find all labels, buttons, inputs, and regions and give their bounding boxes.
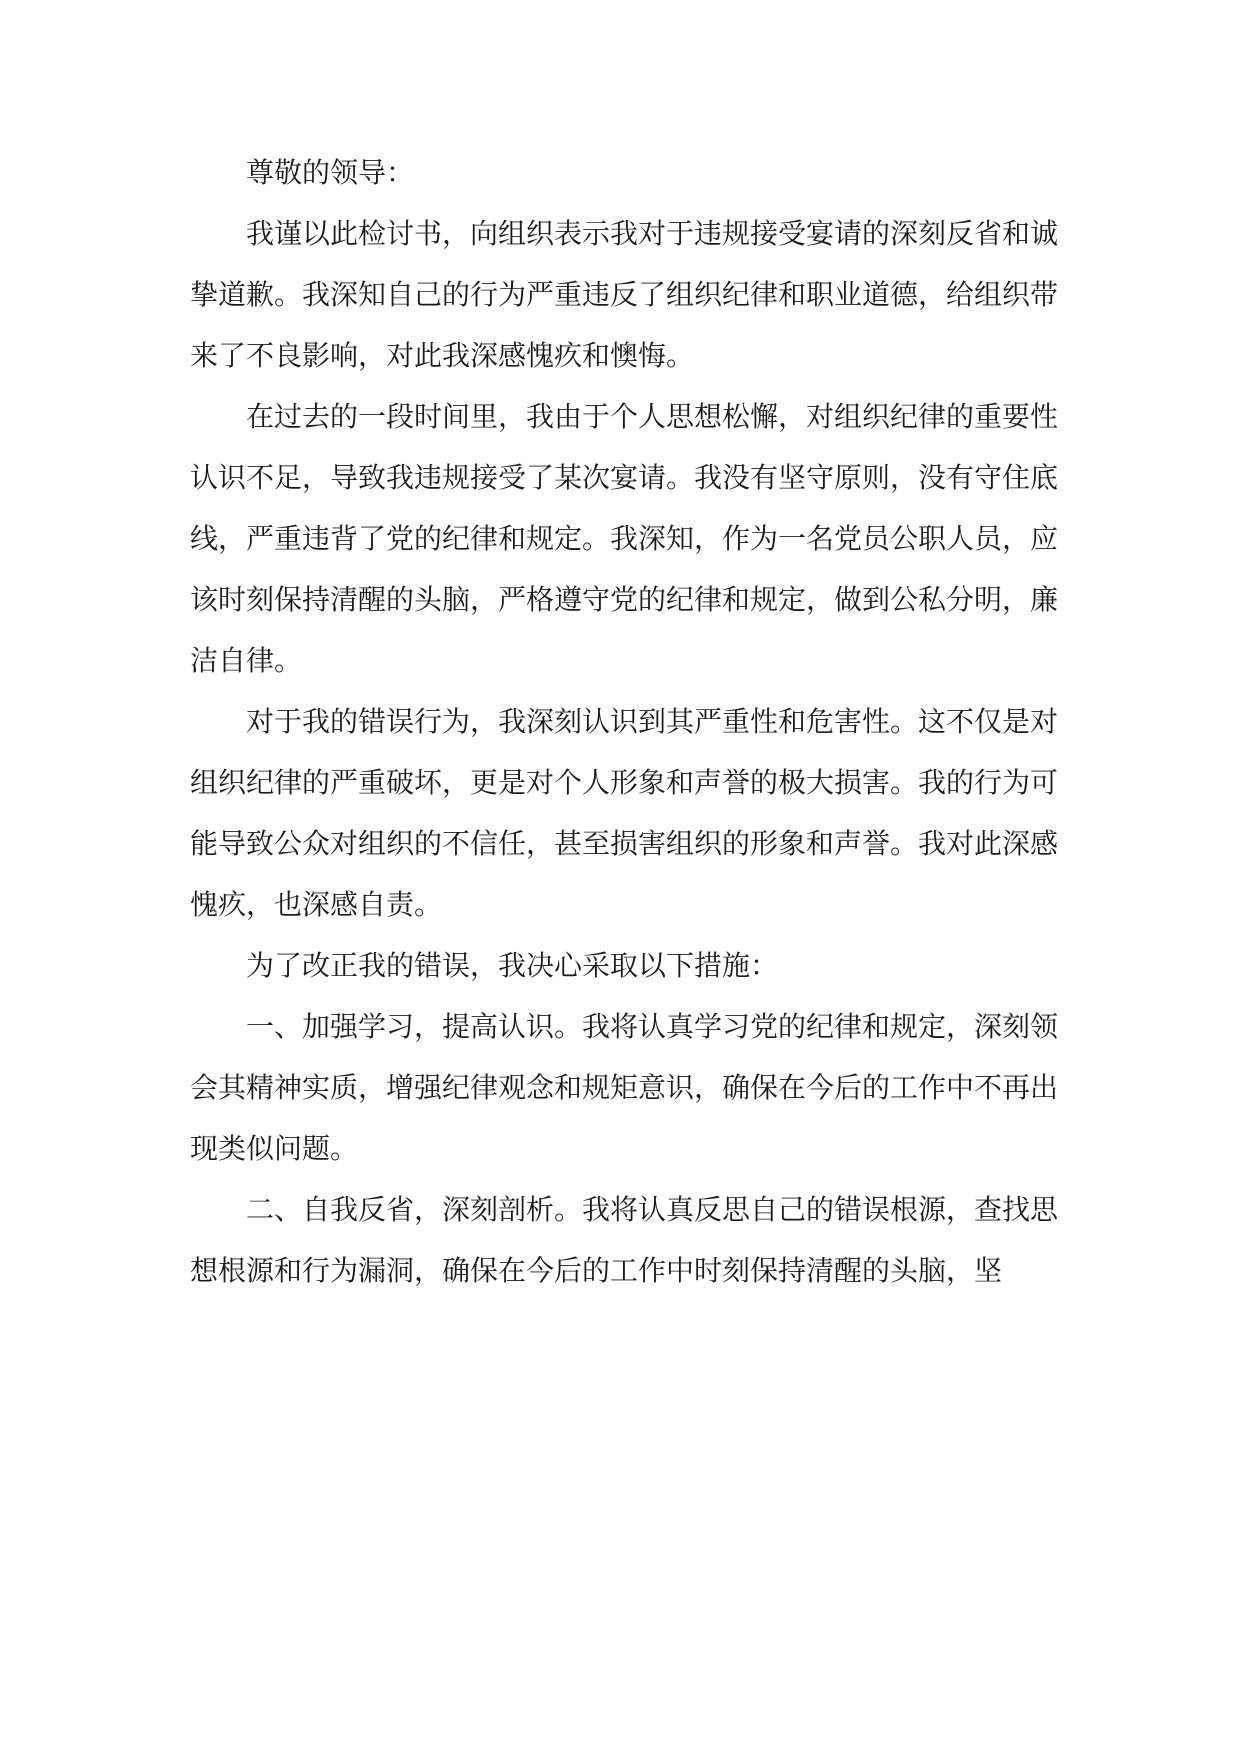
salutation: 尊敬的领导： [246, 156, 415, 189]
paragraph-2: 在过去的一段时间里，我由于个人思想松懈，对组织纪律的重要性认识不足，导致我违规接受了某次宴请。我没有坚守原则，没有守住底线，严重违背了党的纪律和规定。我深知，作为一名党员公职人员，应该时刻保持清醒的头脑，严格遵守党的纪律和规定，做到公私分明，廉洁自律。 [190, 400, 1059, 677]
paragraph-6: 二、自我反省，深刻剖析。我将认真反思自己的错误根源，查找思想根源和行为漏洞，确保在今后的工作中时刻保持清醒的头脑，坚 [190, 1193, 1059, 1287]
document-body [190, 142, 1058, 1301]
paragraph-1: 我谨以此检讨书，向组织表示我对于违规接受宴请的深刻反省和诚挚道歉。我深知自己的行为严重违反了组织纪律和职业道德，给组织带来了不良影响，对此我深感愧疚和懊悔。 [190, 217, 1059, 372]
paragraph-3: 对于我的错误行为，我深刻认识到其严重性和危害性。这不仅是对组织纪律的严重破坏，更是对个人形象和声誉的极大损害。我的行为可能导致公众对组织的不信任，甚至损害组织的形象和声誉。我对此深感愧疚，也深感自责。 [190, 705, 1059, 921]
paragraph-5: 一、加强学习，提高认识。我将认真学习党的纪律和规定，深刻领会其精神实质，增强纪律观念和规矩意识，确保在今后的工作中不再出现类似问题。 [190, 1010, 1059, 1165]
paragraph-4: 为了改正我的错误，我决心采取以下措施： [246, 949, 779, 982]
